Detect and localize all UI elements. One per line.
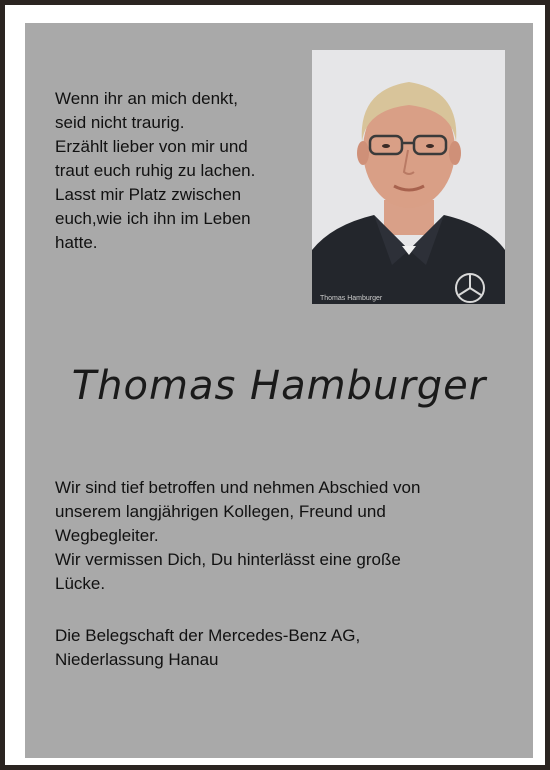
obituary-panel [25,23,533,758]
poem-text: Wenn ihr an mich denkt, seid nicht traurig. Erzählt lieber von mir und traut euch ruhig zu lachen. Lasst mir Platz zwischen euch,wie ich ihn im Leben hatte. [55,89,256,252]
card-border [5,5,545,765]
portrait-photo [312,50,505,304]
signature: Die Belegschaft der Mercedes-Benz AG, Niederlassung Hanau [55,626,361,669]
condolence-message: Wir sind tief betroffen und nehmen Abschied von unserem langjährigen Kollegen, Freund und Wegbegleiter. Wir vermissen Dich, Du hinterlässt eine große Lücke. [55,478,421,593]
shirt-print-text: Thomas Hamburger [320,295,383,302]
deceased-name: Thomas Hamburger [71,363,487,409]
